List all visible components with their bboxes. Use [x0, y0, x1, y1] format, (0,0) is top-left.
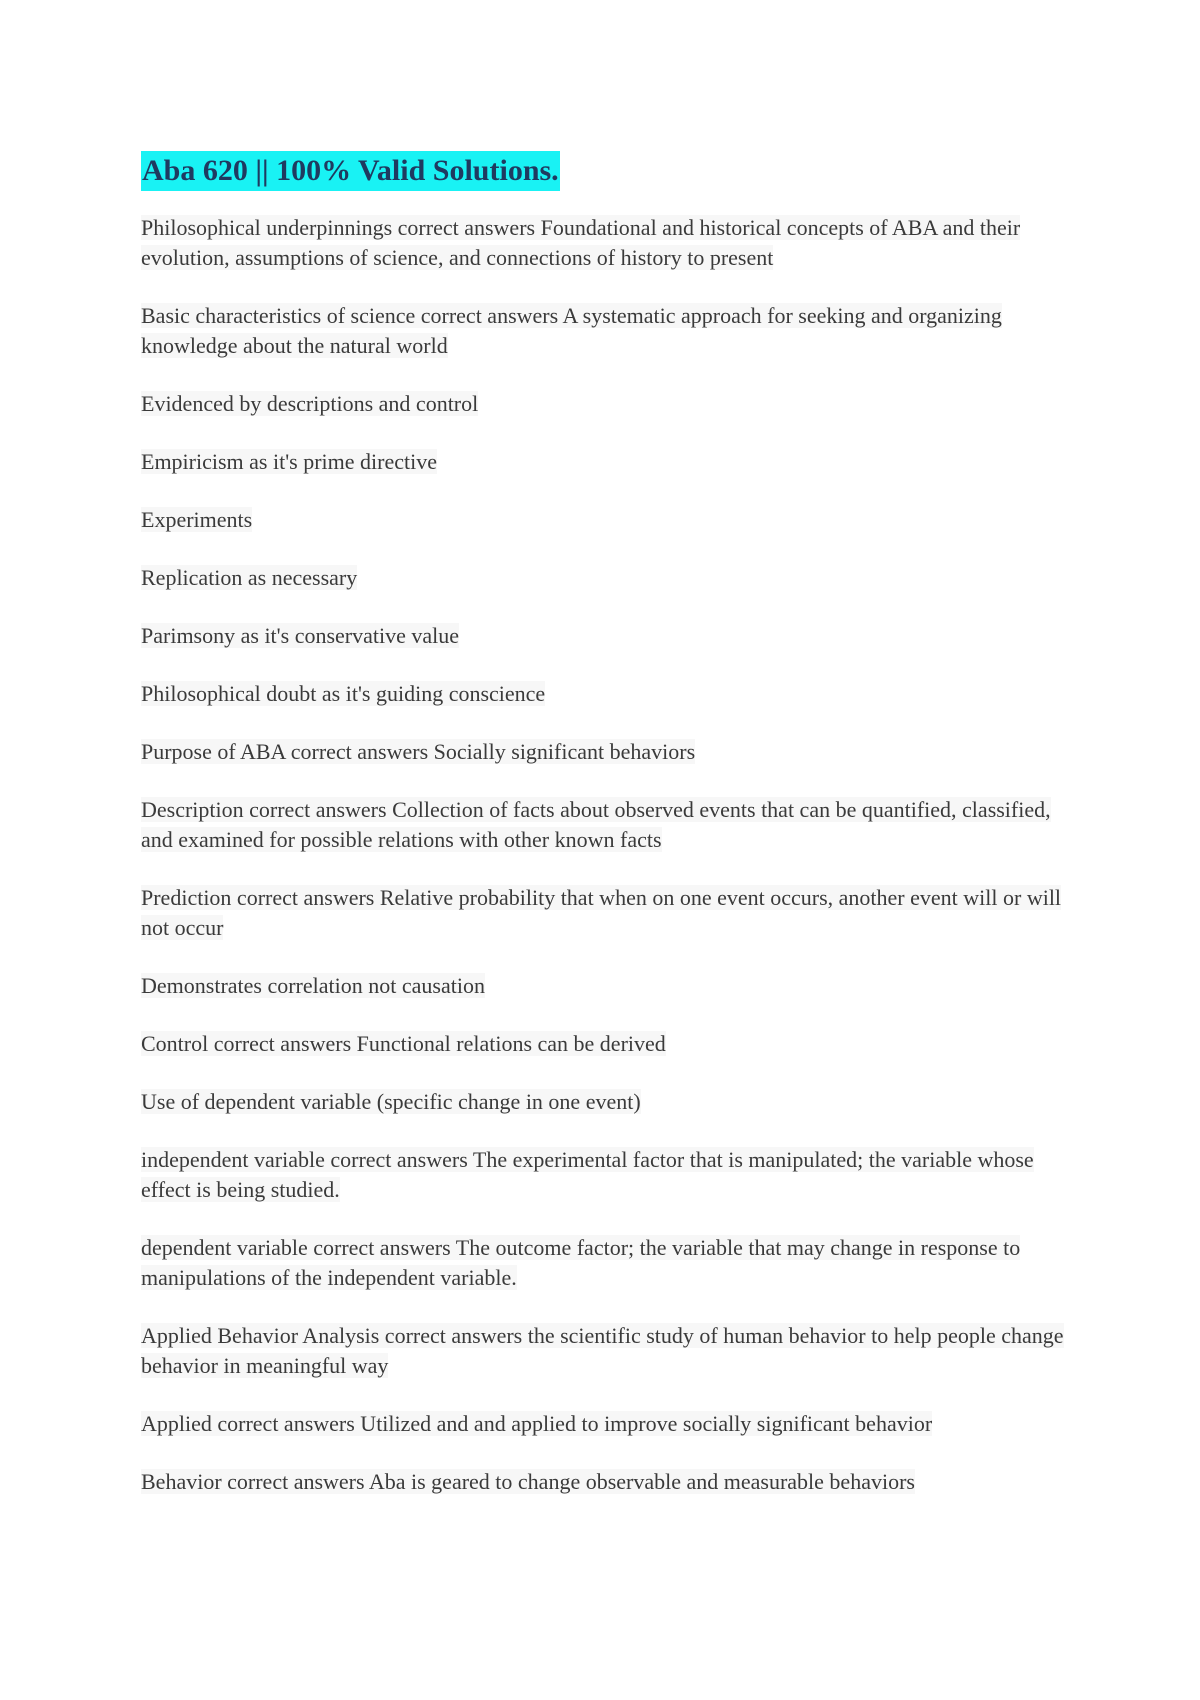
paragraph-independent-variable [141, 1145, 1071, 1205]
paragraph-philosophical-underpinnings [141, 213, 1071, 273]
paragraph-replication [141, 563, 1071, 593]
paragraph-text: Experiments [141, 507, 253, 532]
paragraph-purpose-of-aba [141, 737, 1071, 767]
paragraph-text: Replication as necessary [141, 565, 358, 590]
paragraph-text: Behavior correct answers Aba is geared to change observable and measurable behaviors [141, 1469, 915, 1494]
paragraph-applied [141, 1409, 1071, 1439]
paragraph-empiricism [141, 447, 1071, 477]
paragraph-text: Description correct answers Collection of facts about observed events that can be quantified, classified, and examined for possible relations with other known facts [141, 797, 1051, 852]
document-title-wrap [141, 151, 1071, 213]
document-title: Aba 620 || 100% Valid Solutions. [141, 151, 560, 191]
paragraph-text: Philosophical doubt as it's guiding conscience [141, 681, 546, 706]
paragraph-text: Demonstrates correlation not causation [141, 973, 485, 998]
paragraph-text: dependent variable correct answers The outcome factor; the variable that may change in response to manipulations of the independent variable. [141, 1235, 1021, 1290]
paragraph-text: Use of dependent variable (specific change in one event) [141, 1089, 641, 1114]
paragraph-description [141, 795, 1071, 855]
paragraph-basic-characteristics [141, 301, 1071, 361]
paragraph-philosophical-doubt [141, 679, 1071, 709]
paragraph-use-of-dependent-variable [141, 1087, 1071, 1117]
paragraph-text: Applied correct answers Utilized and and applied to improve socially significant behavior [141, 1411, 933, 1436]
paragraph-text: Prediction correct answers Relative probability that when on one event occurs, another event will or will not occur [141, 885, 1062, 940]
paragraph-control [141, 1029, 1071, 1059]
document-body [141, 151, 1071, 1525]
paragraph-experiments [141, 505, 1071, 535]
paragraph-correlation [141, 971, 1071, 1001]
paragraph-text: Applied Behavior Analysis correct answers the scientific study of human behavior to help people change behavior in meaningful way [141, 1323, 1064, 1378]
paragraph-parsimony [141, 621, 1071, 651]
paragraph-text: Evidenced by descriptions and control [141, 391, 479, 416]
paragraph-dependent-variable [141, 1233, 1071, 1293]
paragraph-text: independent variable correct answers The experimental factor that is manipulated; the variable whose effect is being studied. [141, 1147, 1034, 1202]
paragraph-text: Control correct answers Functional relations can be derived [141, 1031, 666, 1056]
paragraph-applied-behavior-analysis [141, 1321, 1071, 1381]
paragraph-prediction [141, 883, 1071, 943]
paragraph-text: Purpose of ABA correct answers Socially significant behaviors [141, 739, 696, 764]
paragraph-evidenced-by [141, 389, 1071, 419]
paragraph-text: Basic characteristics of science correct answers A systematic approach for seeking and organizing knowledge about the natural world [141, 303, 1002, 358]
paragraph-text: Philosophical underpinnings correct answers Foundational and historical concepts of ABA and their evolution, assumptions of science, and connections of history to present [141, 215, 1021, 270]
paragraph-text: Parimsony as it's conservative value [141, 623, 460, 648]
paragraph-behavior [141, 1467, 1071, 1497]
paragraph-text: Empiricism as it's prime directive [141, 449, 438, 474]
